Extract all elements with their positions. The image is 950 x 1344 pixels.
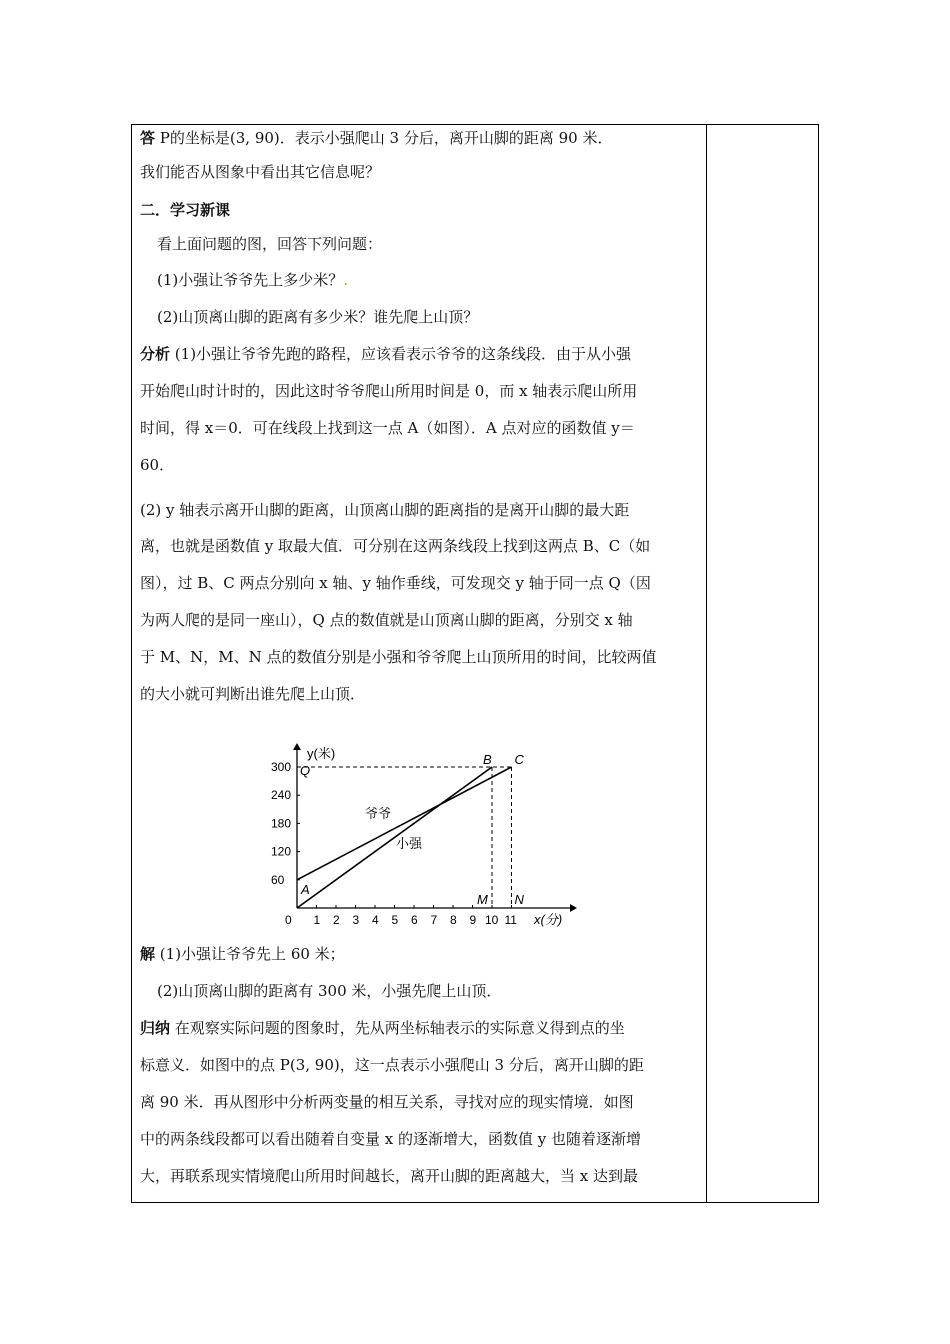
x-tick-label: 0: [285, 913, 292, 927]
y-tick-label: 60: [271, 872, 285, 887]
analysis-text-1: (1)小强让爷爷先跑的路程，应该看表示爷爷的这条线段．由于从小强: [174, 345, 632, 363]
analysis-line-6: 离，也就是函数值 y 取最大值．可分别在这两条线段上找到这两点 B、C（如: [140, 537, 651, 555]
series-line: [297, 767, 492, 908]
series-label-grandpa: 爷爷: [365, 806, 392, 821]
x-tick-label: 10: [485, 913, 499, 927]
y-axis-title: y(米): [307, 746, 336, 761]
summary-line-4: 中的两条线段都可以看出随着自变量 x 的逐渐增大，函数值 y 也随着逐渐增: [140, 1130, 642, 1148]
answer-tag: 答: [140, 129, 156, 147]
solution-line-2: (2)山顶离山脚的距离有 300 米，小强先爬上山顶．: [157, 982, 502, 1000]
x-tick-label: 2: [333, 913, 340, 927]
x-tick-label: 6: [411, 913, 418, 927]
series-line: [297, 767, 512, 880]
analysis-tag: 分析: [140, 345, 171, 363]
y-tick-label: 120: [271, 844, 292, 859]
analysis-line-8: 为两人爬的是同一座山），Q 点的数值就是山顶离山脚的距离，分别交 x 轴: [140, 611, 633, 629]
x-tick-label: 7: [430, 913, 438, 927]
point-label-b: B: [483, 752, 492, 767]
question-1: (1)小强让爷爷先上多少米？.: [157, 271, 349, 289]
column-divider: [706, 124, 707, 1203]
analysis-line-7: 图），过 B、C 两点分别向 x 轴、y 轴作垂线，可发现交 y 轴于同一点 Q（因: [140, 574, 651, 592]
y-tick-label: 300: [271, 760, 292, 774]
analysis-line-3: 时间，得 x＝0．可在线段上找到这一点 A（如图）．A 点对应的函数值 y＝: [140, 419, 635, 437]
x-tick-label: 5: [391, 913, 399, 927]
x-tick-label: 3: [352, 913, 360, 927]
solution-text-1: (1)小强让爷爷先上 60 米；: [159, 945, 345, 963]
answer-line: [140, 128, 612, 148]
x-tick-label: 4: [372, 913, 379, 927]
summary-line-3: 离 90 米．再从图形中分析两变量的相互关系，寻找对应的现实情境．如图: [140, 1093, 634, 1111]
intro-text: 看上面问题的图，回答下列问题：: [157, 235, 383, 253]
summary-line-2: 标意义．如图中的点 P(3, 90)，这一点表示小强爬山 3 分后，离开山脚的距: [140, 1056, 644, 1074]
answer-text: P的坐标是(3, 90)．表示小强爬山 3 分后，离开山脚的距离 90 米．: [159, 129, 613, 147]
climbing-chart: [268, 742, 578, 932]
solution-line-1: [140, 944, 345, 964]
section-title: 二．学习新课: [140, 201, 231, 219]
analysis-line-9: 于 M、N，M、N 点的数值分别是小强和爷爷爬上山顶所用的时间，比较两值: [140, 648, 657, 666]
question-2: (2)山顶离山脚的距离有多少米？谁先爬上山顶？: [157, 308, 479, 326]
y-tick-label: 240: [271, 788, 292, 803]
point-label-c: C: [514, 752, 524, 767]
summary-line-1: [140, 1018, 625, 1038]
analysis-line-5: (2) y 轴表示离开山脚的距离，山顶离山脚的距离指的是离开山脚的最大距: [140, 501, 630, 519]
chart-labels: [271, 746, 562, 927]
question-more: 我们能否从图象中看出其它信息呢？: [140, 163, 381, 181]
analysis-line-1: [140, 344, 631, 364]
x-tick-label: 11: [504, 913, 517, 927]
analysis-line-10: 的大小就可判断出谁先爬上山顶．: [140, 685, 366, 703]
analysis-line-2: 开始爬山时计时的，因此这时爷爷爬山所用时间是 0，而 x 轴表示爬山所用: [140, 382, 638, 400]
x-axis-arrow: [570, 904, 577, 912]
summary-text-1: 在观察实际问题的图象时，先从两坐标轴表示的实际意义得到点的坐: [174, 1019, 625, 1037]
point-label-q: Q: [300, 763, 311, 778]
point-label-m: M: [477, 892, 488, 907]
point-label-n: N: [514, 892, 524, 907]
y-axis-arrow: [293, 743, 301, 750]
y-tick-label: 180: [271, 816, 292, 831]
summary-tag: 归纳: [140, 1019, 171, 1037]
series-label-xiaoqiang: 小强: [396, 836, 423, 851]
summary-line-5: 大，再联系现实情境爬山所用时间越长，离开山脚的距离越大，当 x 达到最: [140, 1167, 638, 1185]
point-label-a: A: [301, 881, 310, 897]
analysis-line-4: 60．: [140, 456, 175, 474]
solution-tag: 解: [140, 945, 156, 963]
question-1-text: (1)小强让爷爷先上多少米？: [157, 271, 344, 289]
x-axis-title: x(分): [534, 912, 563, 927]
x-tick-label: 8: [450, 913, 457, 927]
x-tick-label: 1: [313, 913, 321, 927]
x-tick-label: 9: [469, 913, 477, 927]
chart-axes: [293, 743, 577, 912]
